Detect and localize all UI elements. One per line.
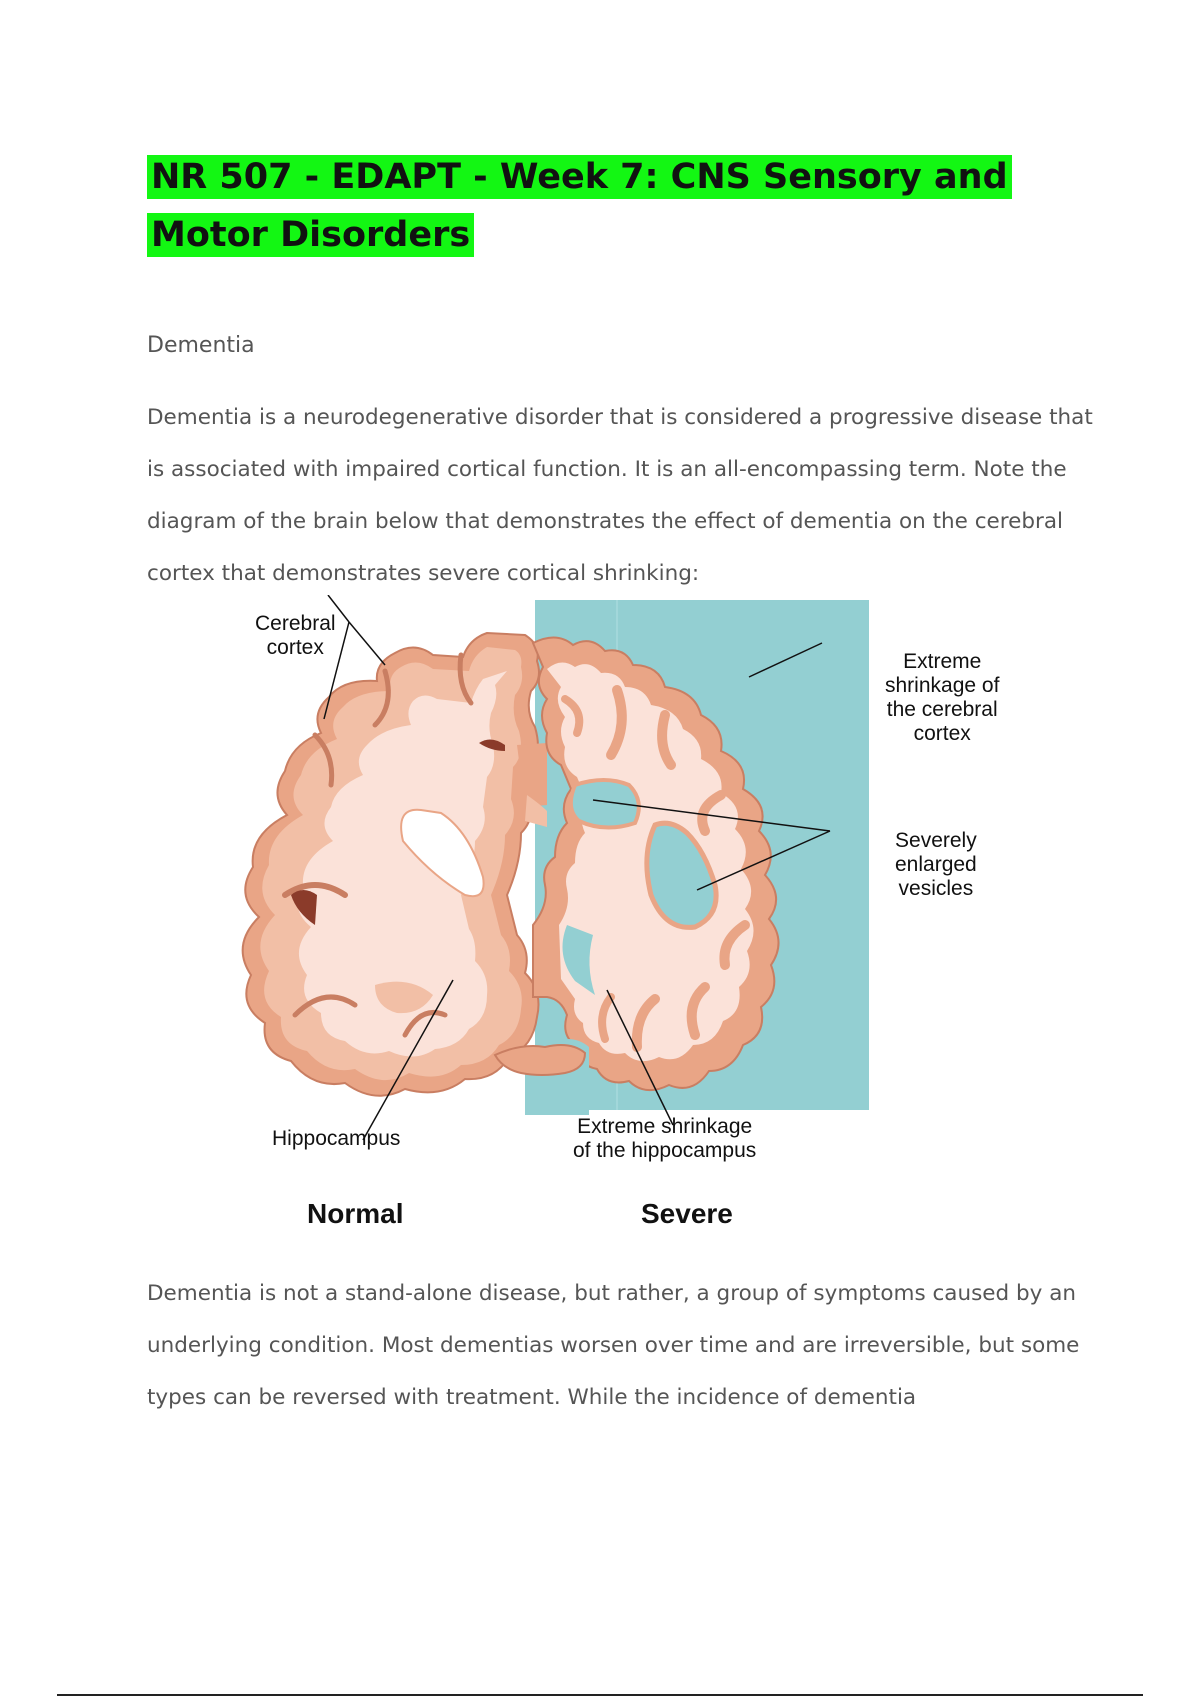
paragraph-dementia-overview: Dementia is not a stand-alone disease, but rather, a group of symptoms caused by an underlying condition. Most dementias worsen over time and are irreversible, but some types can be reversed with treatment. While the incidence of dementia — [147, 1281, 1080, 1410]
label-enlarged-vesicles: Severely enlarged vesicles — [895, 829, 977, 900]
caption-normal: Normal — [307, 1198, 404, 1229]
severe-ventricle-upper — [571, 780, 639, 828]
title-highlight: NR 507 - EDAPT - Week 7: CNS Sensory and Motor Disorders — [147, 155, 1012, 257]
label-hippocampus: Hippocampus — [272, 1127, 401, 1150]
paragraph-intro: Dementia is a neurodegenerative disorder that is considered a progressive disease that is associated with impaired cortical function. It is an all-encompassing term. Note the diagram of the brain below that demonstrates the effect of dementia on the cerebral cortex that demonstrates severe cortical shrinking: — [147, 405, 1093, 586]
caption-severe: Severe — [641, 1198, 733, 1229]
normal-hemisphere — [243, 633, 547, 1096]
brain-diagram — [225, 595, 1035, 1255]
label-cerebral-cortex: Cerebral cortex — [255, 612, 336, 659]
page-bottom-rule — [57, 1694, 1143, 1696]
section-heading: Dementia — [147, 333, 255, 358]
label-extreme-shrinkage-cortex: Extreme shrinkage of the cerebral cortex — [885, 650, 1000, 745]
label-extreme-shrinkage-hippocampus: Extreme shrinkage of the hippocampus — [573, 1115, 757, 1162]
document-title — [147, 148, 1077, 264]
